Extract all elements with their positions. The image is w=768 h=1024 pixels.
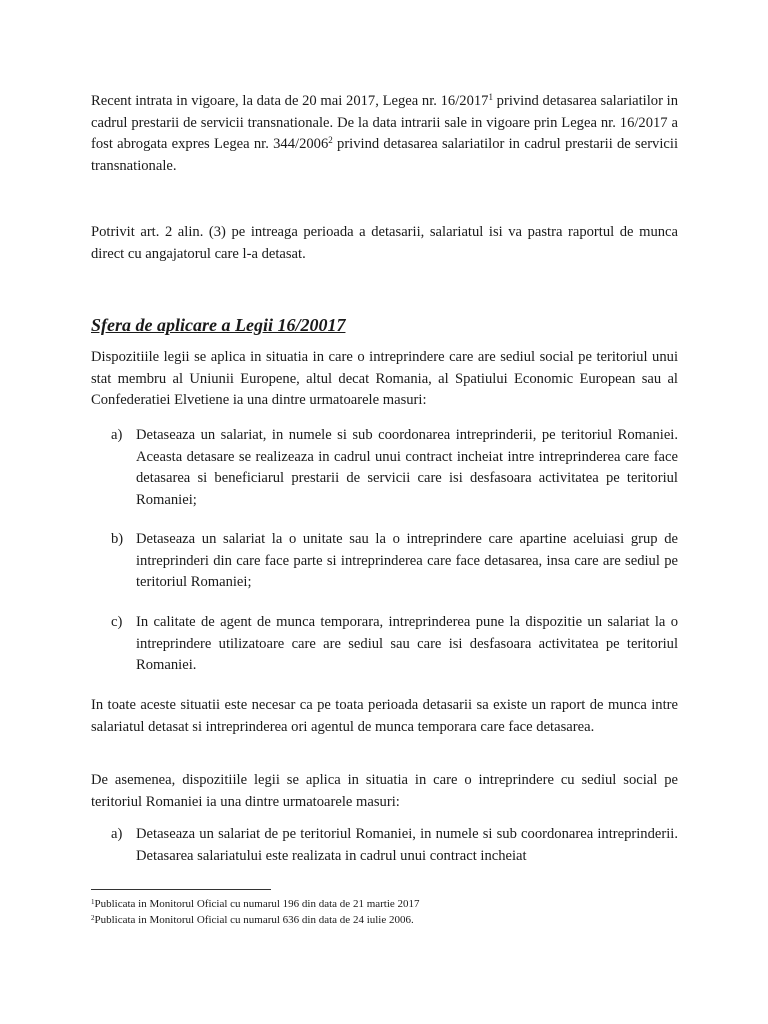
footnote-2	[91, 913, 414, 927]
romania-paragraph: De asemenea, dispozitiile legii se aplica in situatia in care o intreprindere cu sediul social pe teritoriul Romaniei ia una dintre urmatoarele masuri:	[91, 772, 678, 810]
footnote-1	[91, 897, 420, 911]
list-item-text: Detaseaza un salariat la o unitate sau la o intreprindere care apartine aceluiasi grup de intreprinderi din care face parte si intreprinderea care face detasarea, insa care are sediul pe teritoriul Romaniei;	[136, 531, 678, 590]
scope-paragraph: Dispozitiile legii se aplica in situatia in care o intreprindere care are sediul social pe teritoriul unui stat membru al Uniunii Europene, altul decat Romania, al Spatiului Economic European sau al Confederatiei Elvetiene ia una dintre urmatoarele masuri:	[91, 349, 678, 408]
list-item-text: Detaseaza un salariat, in numele si sub coordonarea intreprinderii, pe teritoriul Romaniei. Aceasta detasare se realizeaza in cadrul unui contract incheiat intre intreprinderea care face detasarea si beneficiarul prestarii de servicii care isi desfasoara activitatea pe teritoriul Romaniei;	[136, 427, 678, 508]
article-paragraph: Potrivit art. 2 alin. (3) pe intreaga perioada a detasarii, salariatul isi va pastra raportul de munca direct cu angajatorul care l-a detasat.	[91, 224, 678, 262]
intro-paragraph	[91, 91, 678, 177]
list-marker: c)	[111, 614, 123, 630]
intro-text-b: privind detasarea salariatilor in cadrul prestarii de servicii transnationale. De la data intrarii sale in vigoare prin Legea nr. 16/2017 a fost abrogata expres Legea nr. 344/2006	[91, 93, 678, 152]
list-marker: a)	[111, 826, 123, 842]
footnote-text: Publicata in Monitorul Oficial cu numarul 196 din data de 21 martie 2017	[94, 898, 420, 910]
footnote-text: Publicata in Monitorul Oficial cu numarul 636 din data de 24 iulie 2006.	[94, 914, 414, 926]
footnote-number: 2	[91, 914, 95, 922]
intro-text-c: privind detasarea salariatilor in cadrul prestarii de servicii transnationale.	[91, 136, 678, 174]
situations-paragraph: In toate aceste situatii este necesar ca pe toata perioada detasarii sa existe un raport de munca intre salariatul detasat si intreprinderea ori agentul de munca temporara care face detasarea.	[91, 697, 678, 735]
list-marker: a)	[111, 427, 123, 443]
list-item-text: Detaseaza un salariat de pe teritoriul Romaniei, in numele si sub coordonarea intreprinderii. Detasarea salariatului este realizata in cadrul unui contract incheiat	[136, 826, 678, 864]
list-marker: b)	[111, 531, 124, 547]
footnote-ref-2: 2	[328, 135, 333, 145]
list-item-text: In calitate de agent de munca temporara, intreprinderea pune la dispozitie un salariat la o intreprindere utilizatoare care are sediul sau care isi desfasoara activitatea pe teritoriul Romaniei.	[136, 614, 678, 673]
section-heading: Sfera de aplicare a Legii 16/20017	[91, 315, 346, 335]
footnote-separator	[91, 889, 271, 890]
intro-text-a: Recent intrata in vigoare, la data de 20 mai 2017, Legea nr. 16/2017	[91, 93, 489, 109]
footnote-ref-1: 1	[488, 92, 493, 102]
footnote-number: 1	[91, 898, 95, 906]
